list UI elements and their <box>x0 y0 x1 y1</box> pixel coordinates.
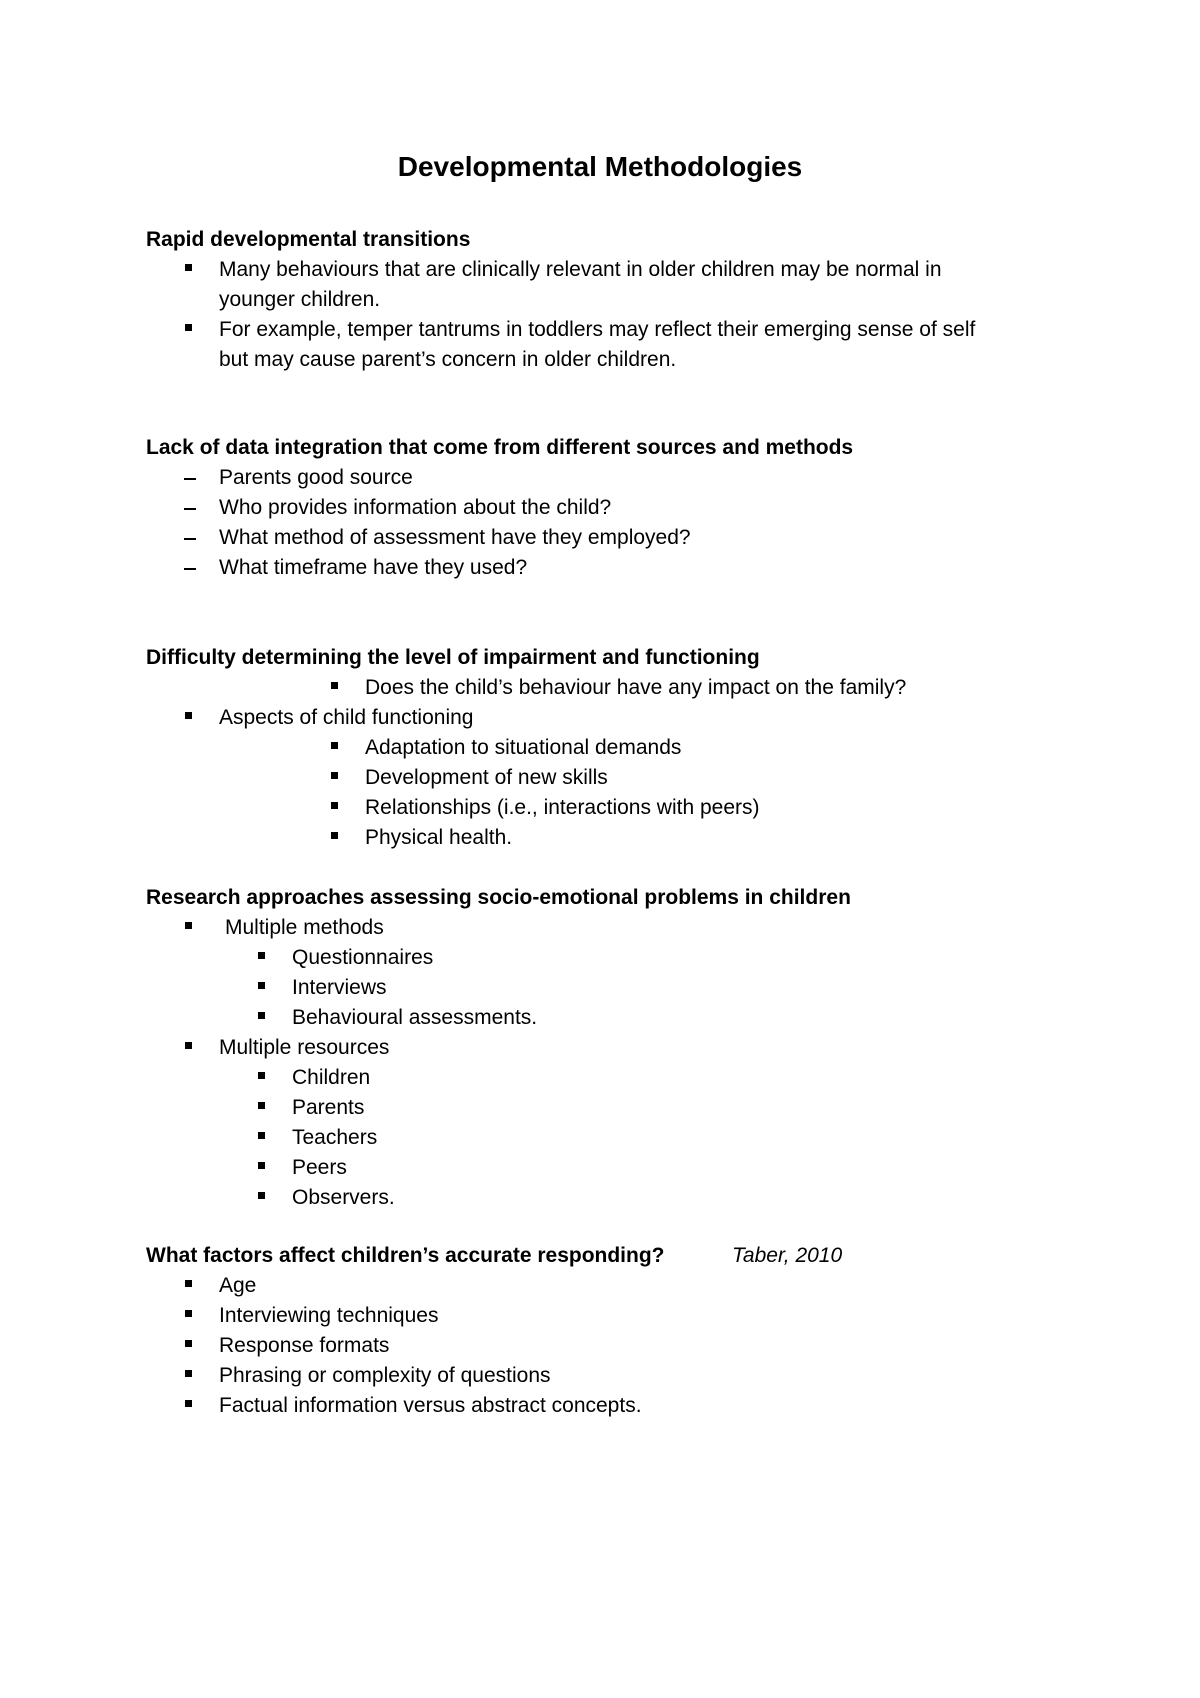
list-item: Questionnaires <box>292 946 434 969</box>
list-item: Teachers <box>292 1126 378 1149</box>
square-bullet-icon <box>258 1072 265 1079</box>
list-item: What timeframe have they used? <box>219 556 528 579</box>
square-bullet-icon <box>185 1042 192 1049</box>
list-item: Age <box>219 1274 257 1297</box>
square-bullet-icon <box>258 1102 265 1109</box>
page-title: Developmental Methodologies <box>397 151 803 182</box>
square-bullet-icon <box>331 802 338 809</box>
list-item: Interviewing techniques <box>219 1304 439 1327</box>
section-heading-accurate-responding: What factors affect children’s accurate responding? <box>146 1244 665 1267</box>
square-bullet-icon <box>331 742 338 749</box>
square-bullet-icon <box>258 952 265 959</box>
list-item: Parents good source <box>219 466 413 489</box>
square-bullet-icon <box>258 1012 265 1019</box>
square-bullet-icon <box>331 832 338 839</box>
list-item-continuation: younger children. <box>219 288 381 311</box>
square-bullet-icon <box>185 264 192 271</box>
list-item: What method of assessment have they employed? <box>219 526 691 549</box>
section-heading-rapid-transitions: Rapid developmental transitions <box>146 228 471 251</box>
list-item: Physical health. <box>365 826 513 849</box>
section-heading-research-approaches: Research approaches assessing socio-emotional problems in children <box>146 886 851 909</box>
list-item: Does the child’s behaviour have any impact on the family? <box>365 676 907 699</box>
list-item: Relationships (i.e., interactions with peers) <box>365 796 760 819</box>
list-item: Who provides information about the child? <box>219 496 612 519</box>
square-bullet-icon <box>331 682 338 689</box>
list-item: Children <box>292 1066 371 1089</box>
list-item: Behavioural assessments. <box>292 1006 538 1029</box>
square-bullet-icon <box>185 1310 192 1317</box>
list-item: Aspects of child functioning <box>219 706 474 729</box>
square-bullet-icon <box>258 982 265 989</box>
square-bullet-icon <box>185 324 192 331</box>
square-bullet-icon <box>185 922 192 929</box>
dash-bullet-icon <box>184 568 196 570</box>
list-item: Factual information versus abstract concepts. <box>219 1394 642 1417</box>
square-bullet-icon <box>185 1370 192 1377</box>
square-bullet-icon <box>185 712 192 719</box>
square-bullet-icon <box>331 772 338 779</box>
list-item: Development of new skills <box>365 766 608 789</box>
square-bullet-icon <box>185 1280 192 1287</box>
square-bullet-icon <box>185 1400 192 1407</box>
list-item-continuation: but may cause parent’s concern in older children. <box>219 348 677 371</box>
list-item: Multiple resources <box>219 1036 390 1059</box>
square-bullet-icon <box>258 1132 265 1139</box>
list-item: Phrasing or complexity of questions <box>219 1364 551 1387</box>
list-item: Many behaviours that are clinically relevant in older children may be normal in <box>219 258 942 281</box>
citation: Taber, 2010 <box>732 1244 843 1267</box>
section-heading-data-integration: Lack of data integration that come from different sources and methods <box>146 436 854 459</box>
section-heading-impairment: Difficulty determining the level of impairment and functioning <box>146 646 760 669</box>
list-item: Observers. <box>292 1186 395 1209</box>
list-item: Peers <box>292 1156 347 1179</box>
list-item: Interviews <box>292 976 387 999</box>
list-item: Response formats <box>219 1334 390 1357</box>
square-bullet-icon <box>258 1192 265 1199</box>
dash-bullet-icon <box>184 508 196 510</box>
dash-bullet-icon <box>184 478 196 480</box>
list-item: Multiple methods <box>225 916 384 939</box>
list-item: For example, temper tantrums in toddlers may reflect their emerging sense of self <box>219 318 976 341</box>
list-item: Parents <box>292 1096 365 1119</box>
dash-bullet-icon <box>184 538 196 540</box>
list-item: Adaptation to situational demands <box>365 736 682 759</box>
square-bullet-icon <box>258 1162 265 1169</box>
square-bullet-icon <box>185 1340 192 1347</box>
